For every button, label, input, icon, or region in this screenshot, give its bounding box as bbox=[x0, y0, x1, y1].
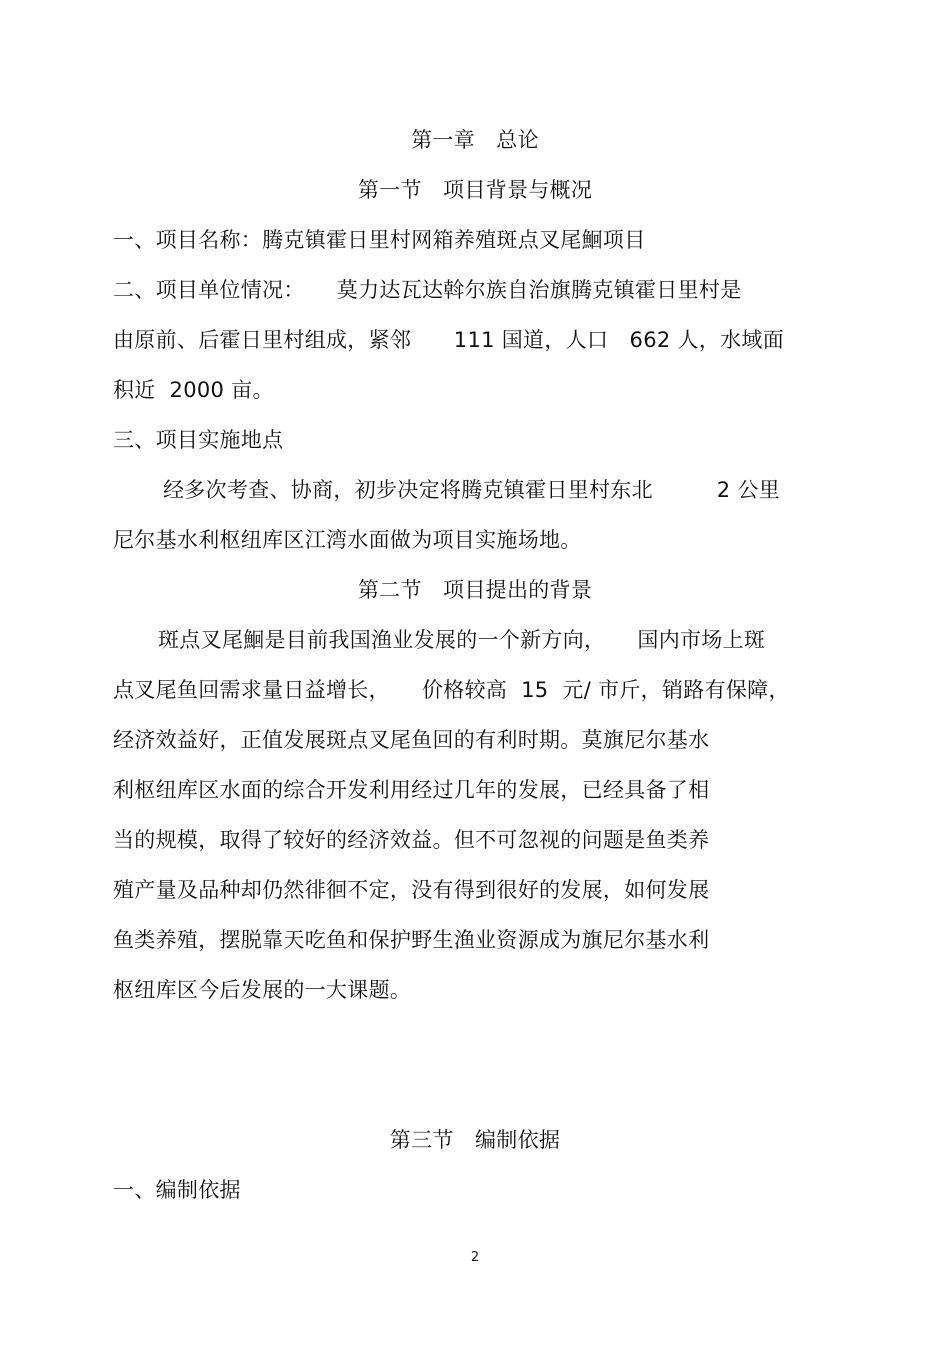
location-paragraph-line-1: 经多次考查、协商，初步决定将腾克镇霍日里村东北 2 公里 bbox=[163, 478, 781, 502]
page-number: 2 bbox=[470, 1250, 480, 1265]
section-2-title: 第二节 项目提出的背景 bbox=[357, 578, 593, 602]
location-paragraph-line-2: 尼尔基水利枢纽库区江湾水面做为项目实施场地。 bbox=[113, 528, 582, 552]
background-paragraph-line-4: 利枢纽库区水面的综合开发利用经过几年的发展，已经具备了相 bbox=[113, 778, 710, 802]
background-paragraph-line-8: 枢纽库区今后发展的一大课题。 bbox=[113, 978, 412, 1002]
item-project-name: 一、项目名称：腾克镇霍日里村网箱养殖斑点叉尾鮰项目 bbox=[113, 228, 646, 252]
section-3-title: 第三节 编制依据 bbox=[389, 1128, 561, 1152]
item-project-unit-line-2: 由原前、后霍日里村组成，紧邻 111 国道，人口 662 人，水域面 bbox=[113, 328, 785, 352]
background-paragraph-line-5: 当的规模，取得了较好的经济效益。但不可忽视的问题是鱼类养 bbox=[113, 828, 710, 852]
item-project-unit-line-3: 积近 2000 亩。 bbox=[113, 378, 274, 402]
background-paragraph-line-2: 点叉尾鱼回需求量日益增长， 价格较高 15 元/ 市斤，销路有保障， bbox=[113, 678, 790, 702]
background-paragraph-line-6: 殖产量及品种却仍然徘徊不定，没有得到很好的发展，如何发展 bbox=[113, 878, 710, 902]
background-paragraph-line-1: 斑点叉尾鮰是目前我国渔业发展的一个新方向， 国内市场上斑 bbox=[158, 628, 766, 652]
item-project-location: 三、项目实施地点 bbox=[113, 428, 284, 452]
background-paragraph-line-7: 鱼类养殖，摆脱靠天吃鱼和保护野生渔业资源成为旗尼尔基水利 bbox=[113, 928, 710, 952]
background-paragraph-line-3: 经济效益好，正值发展斑点叉尾鱼回的有利时期。莫旗尼尔基水 bbox=[113, 728, 710, 752]
item-project-unit-line-1: 二、项目单位情况： 莫力达瓦达斡尔族自治旗腾克镇霍日里村是 bbox=[113, 278, 742, 302]
section-1-title: 第一节 项目背景与概况 bbox=[357, 178, 593, 202]
chapter-title: 第一章 总论 bbox=[411, 128, 539, 152]
item-compilation-basis: 一、编制依据 bbox=[113, 1178, 241, 1202]
